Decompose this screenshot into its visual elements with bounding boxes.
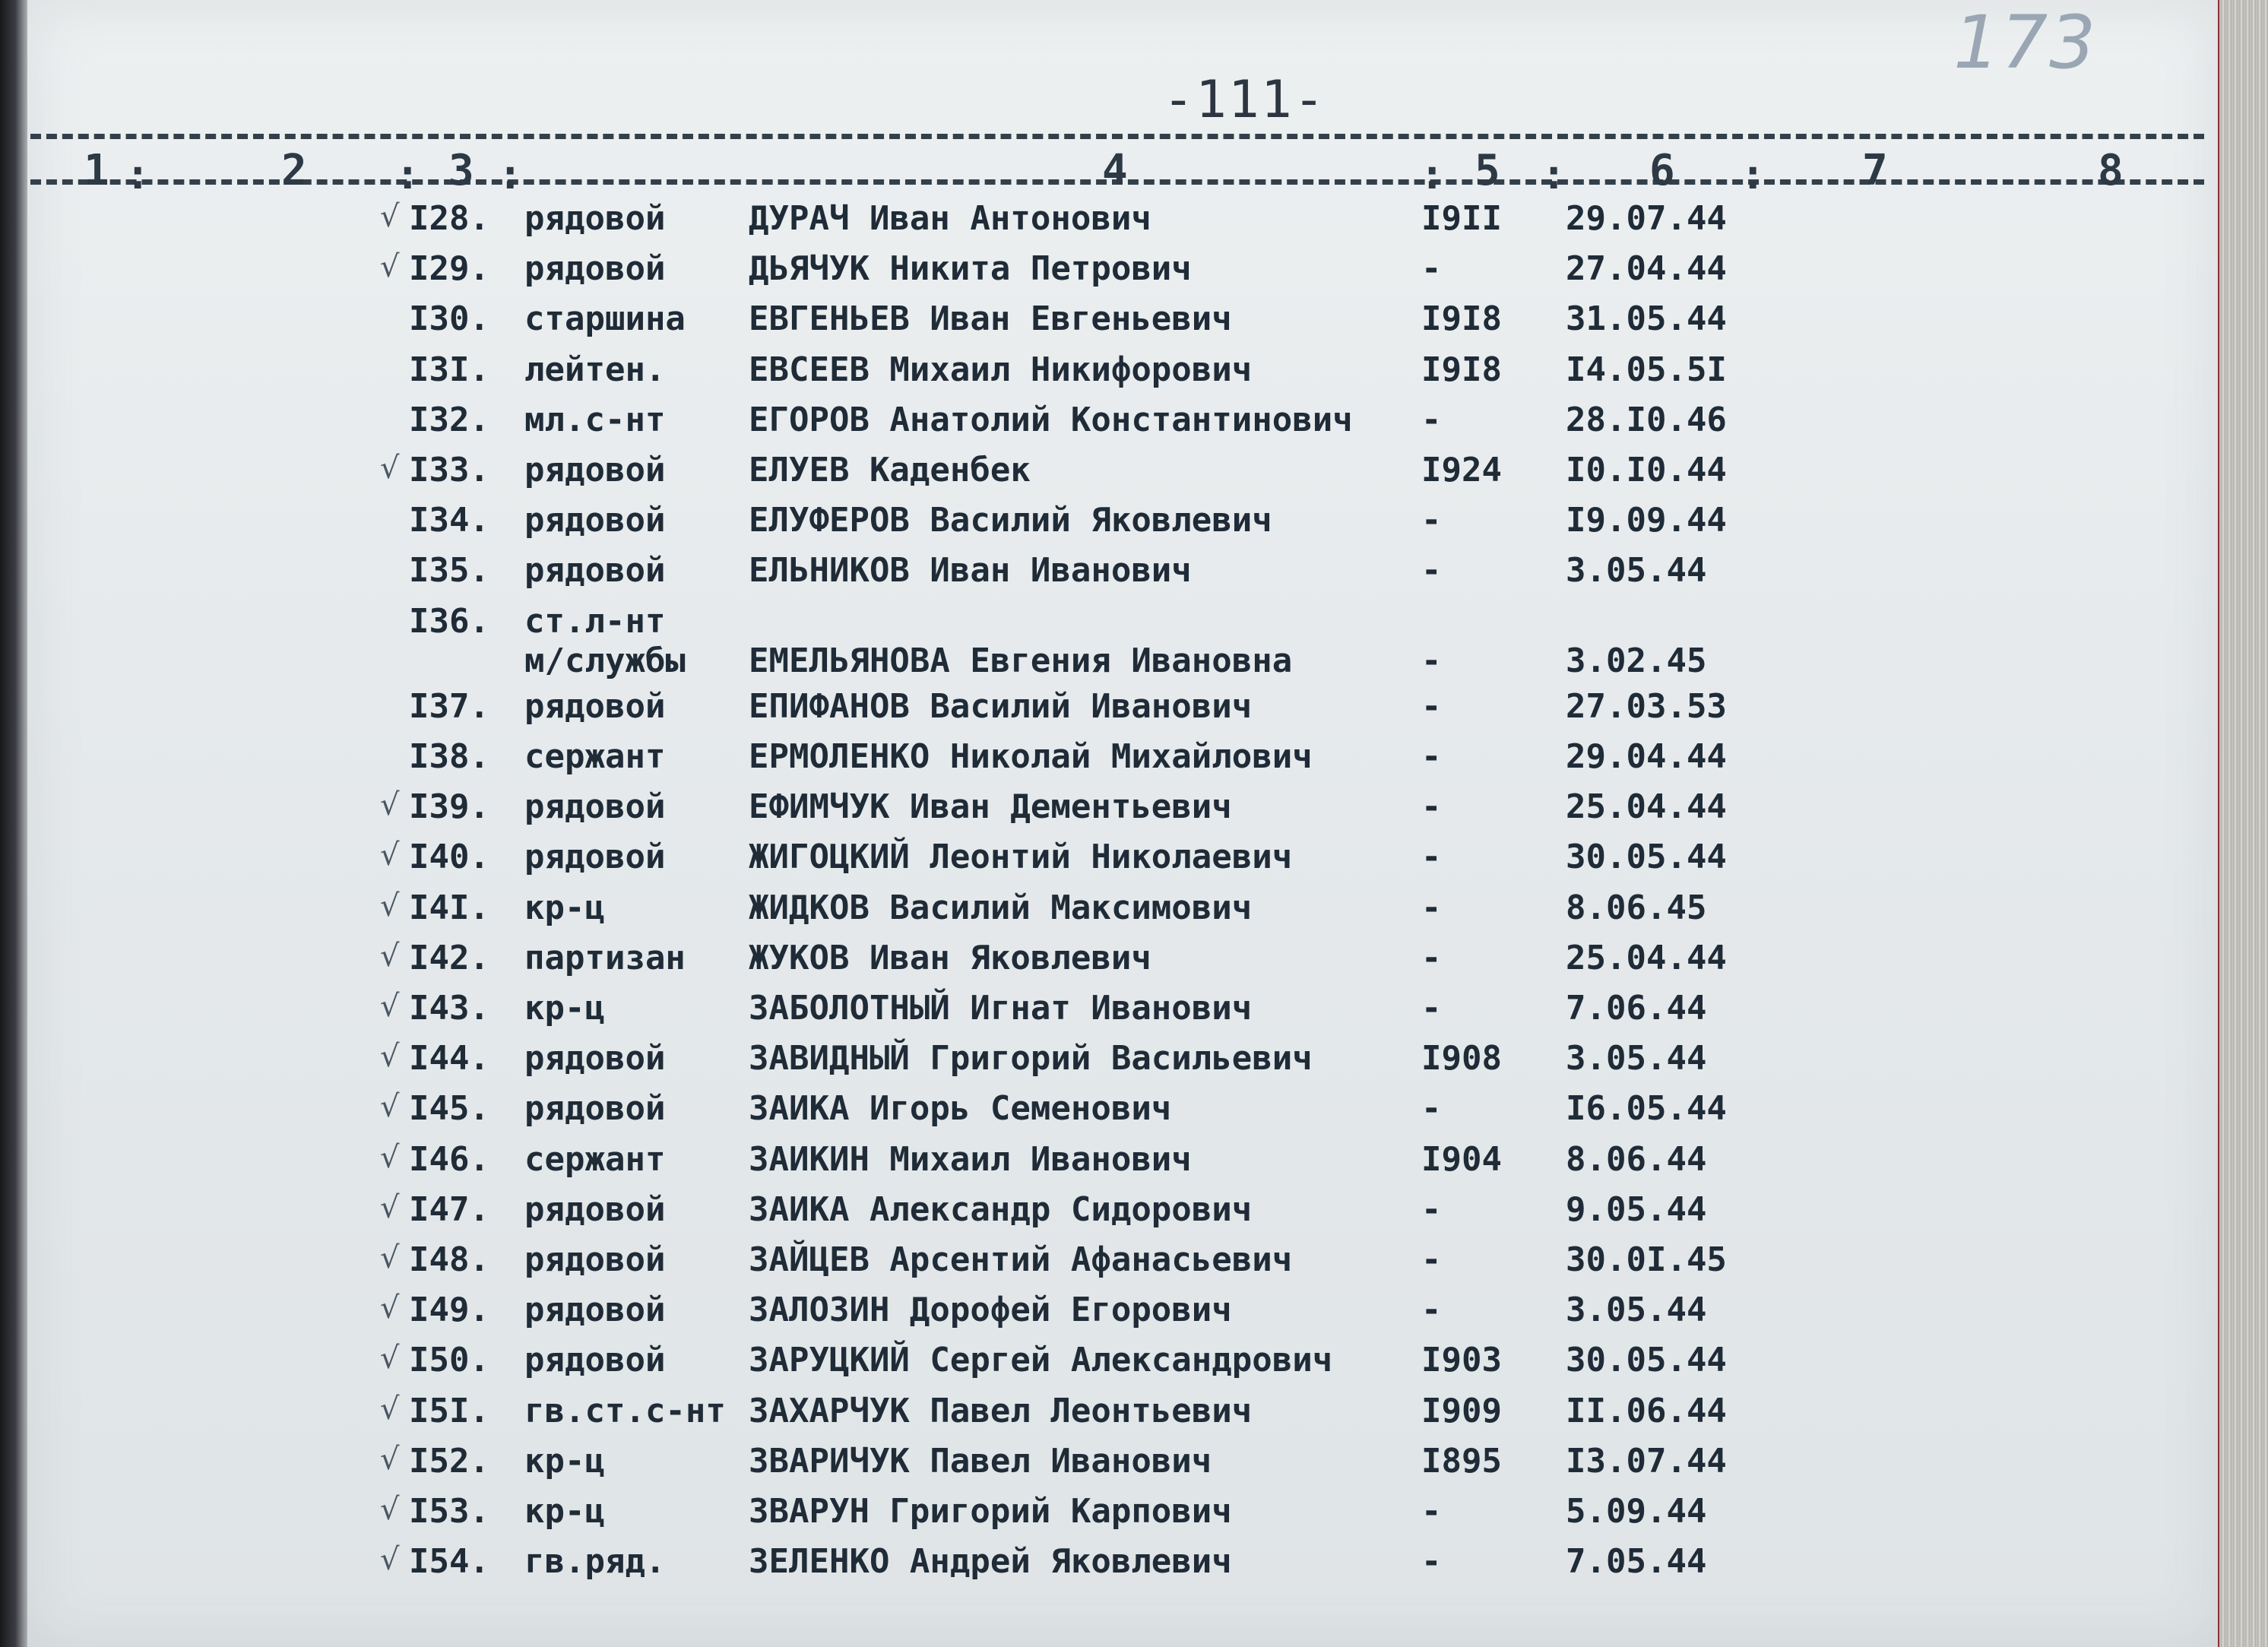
page-number: -111- — [1163, 70, 1326, 130]
checkmark-icon: √ — [380, 1190, 400, 1225]
death-date: 3.05.44 — [1566, 1291, 1707, 1329]
death-date: 5.09.44 — [1566, 1492, 1707, 1531]
row-number: I45. — [409, 1089, 489, 1128]
checkmark-icon: √ — [380, 249, 400, 284]
row-number: I47. — [409, 1190, 489, 1229]
checkmark-icon: √ — [380, 199, 400, 234]
column-separator: : — [1741, 150, 1766, 198]
column-separator: : — [125, 150, 150, 198]
full-name: ЕМЕЛЬЯНОВА Евгения Ивановна — [749, 641, 1293, 680]
military-rank: рядовой — [524, 451, 666, 489]
checkmark-icon: √ — [380, 1240, 400, 1275]
full-name: ЖУКОВ Иван Яковлевич — [749, 939, 1151, 977]
table-row — [0, 939, 2192, 989]
death-date: I4.05.5I — [1566, 350, 1727, 389]
table-row — [0, 1291, 2192, 1341]
military-rank: гв.ряд. — [524, 1542, 666, 1581]
checkmark-icon: √ — [380, 1039, 400, 1074]
table-row — [0, 451, 2192, 501]
death-date: I9.09.44 — [1566, 501, 1727, 540]
birth-year: I895 — [1421, 1442, 1502, 1481]
birth-year: I908 — [1421, 1039, 1502, 1078]
row-number: I53. — [409, 1492, 489, 1531]
header-dash-line-top — [30, 134, 2204, 139]
birth-year: - — [1421, 401, 1442, 439]
military-rank: рядовой — [524, 1190, 666, 1229]
military-rank: рядовой — [524, 787, 666, 826]
birth-year: I924 — [1421, 451, 1502, 489]
full-name: ЗВАРУН Григорий Карпович — [749, 1492, 1232, 1531]
military-rank: гв.ст.с-нт — [524, 1392, 726, 1430]
birth-year: I9II — [1421, 199, 1502, 238]
table-row — [0, 888, 2192, 939]
handwritten-folio-number: 173 — [1953, 0, 2098, 85]
birth-year: - — [1421, 641, 1442, 680]
row-number: I49. — [409, 1291, 489, 1329]
military-rank: кр-ц — [524, 1492, 605, 1531]
full-name: ЗВАРИЧУК Павел Иванович — [749, 1442, 1212, 1481]
birth-year: - — [1421, 501, 1442, 540]
row-number: I50. — [409, 1341, 489, 1379]
table-row — [0, 687, 2192, 737]
row-number: I35. — [409, 551, 489, 590]
full-name: ЗАРУЦКИЙ Сергей Александрович — [749, 1341, 1333, 1379]
military-rank: рядовой — [524, 1039, 666, 1078]
table-row — [0, 1039, 2192, 1089]
checkmark-icon: √ — [380, 838, 400, 873]
birth-year: - — [1421, 1291, 1442, 1329]
birth-year: - — [1421, 939, 1442, 977]
page-stack-edge — [2219, 0, 2268, 1647]
table-row — [0, 838, 2192, 888]
column-separator: : — [1541, 150, 1566, 198]
table-row — [0, 249, 2192, 299]
birth-year: I903 — [1421, 1341, 1502, 1379]
military-rank: кр-ц — [524, 989, 605, 1028]
table-row — [0, 1240, 2192, 1291]
military-rank: рядовой — [524, 1240, 666, 1279]
death-date: 9.05.44 — [1566, 1190, 1707, 1229]
death-date: 30.0I.45 — [1566, 1240, 1727, 1279]
military-rank: ст.л-нт — [524, 602, 666, 641]
military-rank: рядовой — [524, 199, 666, 238]
table-row — [0, 602, 2192, 693]
full-name: ДЬЯЧУК Никита Петрович — [749, 249, 1192, 288]
table-row — [0, 1442, 2192, 1492]
birth-year: - — [1421, 1089, 1442, 1128]
death-date: 8.06.44 — [1566, 1140, 1707, 1179]
row-number: I43. — [409, 989, 489, 1028]
column-header-8: 8 — [2098, 146, 2124, 195]
full-name: ЗАВИДНЫЙ Григорий Васильевич — [749, 1039, 1313, 1078]
death-date: II.06.44 — [1566, 1392, 1727, 1430]
death-date: 27.03.53 — [1566, 687, 1727, 726]
row-number: I29. — [409, 249, 489, 288]
birth-year: - — [1421, 737, 1442, 776]
full-name: ЕЛУФЕРОВ Василий Яковлевич — [749, 501, 1272, 540]
table-row — [0, 551, 2192, 601]
death-date: 29.07.44 — [1566, 199, 1727, 238]
death-date: 7.06.44 — [1566, 989, 1707, 1028]
table-row — [0, 989, 2192, 1039]
death-date: 29.04.44 — [1566, 737, 1727, 776]
table-row — [0, 299, 2192, 350]
birth-year: - — [1421, 787, 1442, 826]
checkmark-icon: √ — [380, 451, 400, 486]
full-name: ЕВГЕНЬЕВ Иван Евгеньевич — [749, 299, 1232, 338]
row-number: I28. — [409, 199, 489, 238]
row-number: I32. — [409, 401, 489, 439]
death-date: I0.I0.44 — [1566, 451, 1727, 489]
military-rank: сержант — [524, 1140, 666, 1179]
row-number: I42. — [409, 939, 489, 977]
table-row — [0, 1190, 2192, 1240]
row-number: I38. — [409, 737, 489, 776]
death-date: 30.05.44 — [1566, 1341, 1727, 1379]
full-name: ЕВСЕЕВ Михаил Никифорович — [749, 350, 1253, 389]
death-date: 31.05.44 — [1566, 299, 1727, 338]
death-date: 3.05.44 — [1566, 551, 1707, 590]
table-row — [0, 1341, 2192, 1391]
death-date: 30.05.44 — [1566, 838, 1727, 876]
row-number: I46. — [409, 1140, 489, 1179]
checkmark-icon: √ — [380, 1089, 400, 1124]
military-rank: кр-ц — [524, 1442, 605, 1481]
table-row — [0, 350, 2192, 401]
military-rank: старшина — [524, 299, 686, 338]
military-rank: рядовой — [524, 551, 666, 590]
military-rank: кр-ц — [524, 888, 605, 927]
checkmark-icon: √ — [380, 1291, 400, 1326]
birth-year: - — [1421, 1542, 1442, 1581]
table-row — [0, 1392, 2192, 1442]
full-name: ЗАЙЦЕВ Арсентий Афанасьевич — [749, 1240, 1293, 1279]
birth-year: - — [1421, 989, 1442, 1028]
checkmark-icon: √ — [380, 989, 400, 1024]
birth-year: - — [1421, 687, 1442, 726]
full-name: ЗЕЛЕНКО Андрей Яковлевич — [749, 1542, 1232, 1581]
full-name: ЗАБОЛОТНЫЙ Игнат Иванович — [749, 989, 1253, 1028]
full-name: ЗАЛОЗИН Дорофей Егорович — [749, 1291, 1232, 1329]
full-name: ЗАИКА Александр Сидорович — [749, 1190, 1253, 1229]
checkmark-icon: √ — [380, 888, 400, 923]
row-number: I4I. — [409, 888, 489, 927]
death-date: I3.07.44 — [1566, 1442, 1727, 1481]
full-name: ЗАИКА Игорь Семенович — [749, 1089, 1172, 1128]
column-header-5: 5 — [1475, 146, 1500, 195]
row-number: I37. — [409, 687, 489, 726]
military-rank: рядовой — [524, 1341, 666, 1379]
birth-year: - — [1421, 249, 1442, 288]
row-number: I48. — [409, 1240, 489, 1279]
table-row — [0, 787, 2192, 838]
death-date: 3.05.44 — [1566, 1039, 1707, 1078]
column-header-7: 7 — [1862, 146, 1888, 195]
column-header-2: 2 — [281, 146, 307, 195]
birth-year: - — [1421, 1190, 1442, 1229]
row-number: I39. — [409, 787, 489, 826]
full-name: ЗАХАРЧУК Павел Леонтьевич — [749, 1392, 1253, 1430]
full-name: ЕФИМЧУК Иван Дементьевич — [749, 787, 1232, 826]
checkmark-icon: √ — [380, 1542, 400, 1577]
military-rank: рядовой — [524, 501, 666, 540]
checkmark-icon: √ — [380, 1442, 400, 1477]
military-rank: рядовой — [524, 687, 666, 726]
table-row — [0, 1140, 2192, 1190]
full-name: ЕЛУЕВ Каденбек — [749, 451, 1031, 489]
birth-year: - — [1421, 1492, 1442, 1531]
checkmark-icon: √ — [380, 1341, 400, 1376]
military-rank: партизан — [524, 939, 686, 977]
birth-year: I909 — [1421, 1392, 1502, 1430]
table-row — [0, 1542, 2192, 1592]
column-header-6: 6 — [1649, 146, 1675, 195]
military-rank: мл.с-нт — [524, 401, 666, 439]
full-name: ЕГОРОВ Анатолий Константинович — [749, 401, 1353, 439]
military-rank-line2: м/службы — [524, 641, 686, 680]
birth-year: - — [1421, 1240, 1442, 1279]
row-number: I5I. — [409, 1392, 489, 1430]
birth-year: - — [1421, 888, 1442, 927]
military-rank: рядовой — [524, 838, 666, 876]
death-date: 28.I0.46 — [1566, 401, 1727, 439]
death-date: I6.05.44 — [1566, 1089, 1727, 1128]
checkmark-icon: √ — [380, 939, 400, 974]
row-number: I34. — [409, 501, 489, 540]
death-date: 25.04.44 — [1566, 787, 1727, 826]
row-number: I52. — [409, 1442, 489, 1481]
table-row — [0, 501, 2192, 551]
full-name: ЕЛЬНИКОВ Иван Иванович — [749, 551, 1192, 590]
birth-year: - — [1421, 838, 1442, 876]
death-date: 25.04.44 — [1566, 939, 1727, 977]
death-date: 3.02.45 — [1566, 641, 1707, 680]
row-number: I33. — [409, 451, 489, 489]
birth-year: I904 — [1421, 1140, 1502, 1179]
column-separator: : — [1420, 150, 1445, 198]
row-number: I54. — [409, 1542, 489, 1581]
military-rank: рядовой — [524, 1089, 666, 1128]
full-name: ЕПИФАНОВ Василий Иванович — [749, 687, 1253, 726]
birth-year: I9I8 — [1421, 299, 1502, 338]
column-header-3: 3 — [448, 146, 474, 195]
column-header-4: 4 — [1102, 146, 1128, 195]
military-rank: рядовой — [524, 249, 666, 288]
military-rank: сержант — [524, 737, 666, 776]
row-number: I44. — [409, 1039, 489, 1078]
birth-year: - — [1421, 551, 1442, 590]
table-row — [0, 737, 2192, 787]
column-separator: : — [395, 150, 420, 198]
checkmark-icon: √ — [380, 1392, 400, 1427]
full-name: ДУРАЧ Иван Антонович — [749, 199, 1151, 238]
checkmark-icon: √ — [380, 1140, 400, 1175]
table-row — [0, 199, 2192, 249]
row-number: I40. — [409, 838, 489, 876]
row-number: I30. — [409, 299, 489, 338]
column-header-1: 1 — [84, 146, 109, 195]
military-rank: лейтен. — [524, 350, 666, 389]
checkmark-icon: √ — [380, 787, 400, 822]
table-row — [0, 1089, 2192, 1139]
column-separator: : — [498, 150, 523, 198]
checkmark-icon: √ — [380, 1492, 400, 1527]
death-date: 7.05.44 — [1566, 1542, 1707, 1581]
death-date: 27.04.44 — [1566, 249, 1727, 288]
military-rank: рядовой — [524, 1291, 666, 1329]
row-number: I36. — [409, 602, 489, 641]
death-date: 8.06.45 — [1566, 888, 1707, 927]
full-name: ЖИГОЦКИЙ Леонтий Николаевич — [749, 838, 1293, 876]
table-row — [0, 1492, 2192, 1542]
full-name: ЖИДКОВ Василий Максимович — [749, 888, 1253, 927]
full-name: ЗАИКИН Михаил Иванович — [749, 1140, 1192, 1179]
table-row — [0, 401, 2192, 451]
birth-year: I9I8 — [1421, 350, 1502, 389]
row-number: I3I. — [409, 350, 489, 389]
full-name: ЕРМОЛЕНКО Николай Михайлович — [749, 737, 1313, 776]
